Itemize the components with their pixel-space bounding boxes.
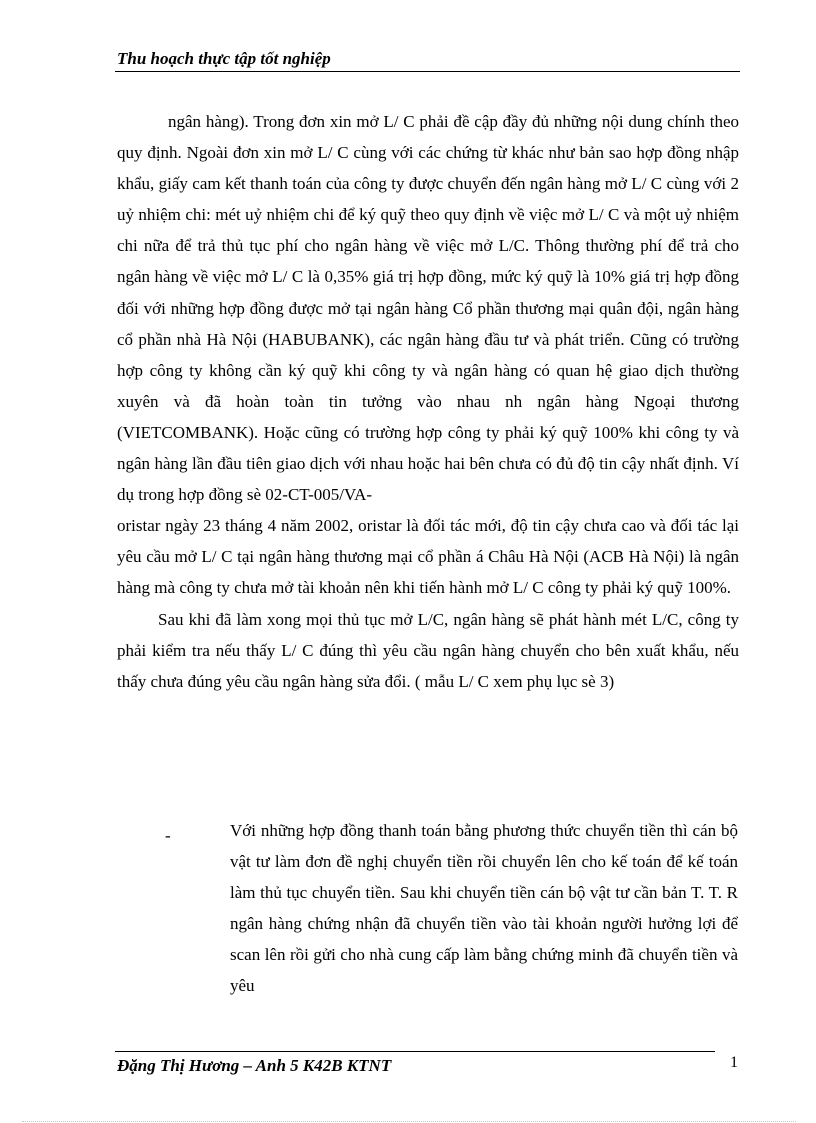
paragraph: ngân hàng). Trong đơn xin mở L/ C phải đề cập đầy đủ những nội dung chính theo quy định. Ngoài đơn xin mở L/ C cùng với các chứng từ khác như bản sao hợp đồng nhập khẩu, giấy cam kết thanh toán của công ty được chuyển đến ngân hàng mở L/ C cùng với 2 uỷ nhiệm chi: mét uỷ nhiệm chi để ký quỹ theo quy định về việc mở L/ C và một uỷ nhiệm chi nữa để trả thủ tục phí cho ngân hàng về việc mở L/C. Thông thường phí để trả cho ngân hàng về việc mở L/ C là 0,35% giá trị hợp đồng, mức ký quỹ là 10% giá trị hợp đồng đối với những hợp đồng được mở tại ngân hàng Cổ phần thương mại quân đội, ngân hàng cổ phần nhà Hà Nội (HABUBANK), các ngân hàng đầu tư và phát triển. Cũng có trường hợp công ty không cần ký quỹ khi công ty và ngân hàng có quan hệ giao dịch thường xuyên và đã hoàn toàn tin tưởng vào nhau nh ngân hàng Ngoại thương (VIETCOMBANK). Hoặc cũng có trường hợp công ty phải ký quỹ 100% khi công ty và ngân hàng lần đầu tiên giao dịch với nhau hoặc hai bên chưa có đủ độ tin cậy nhất định. Ví dụ trong hợp đồng sè 02-CT-005/VA- bbox=[117, 112, 739, 505]
paragraph: Sau khi đã làm xong mọi thủ tục mở L/C, ngân hàng sẽ phát hành mét L/C, công ty phải kiểm tra nếu thấy L/ C đúng thì yêu cầu ngân hàng chuyển cho bên xuất khẩu, nếu thấy chưa đúng yêu cầu ngân hàng sửa đổi. ( mẫu L/ C xem phụ lục sè 3) bbox=[117, 609, 739, 691]
page-number: 1 bbox=[730, 1054, 738, 1071]
footer-author: Đặng Thị Hương – Anh 5 K42B KTNT bbox=[117, 1056, 392, 1075]
bullet-paragraph: Với những hợp đồng thanh toán bằng phương thức chuyển tiền thì cán bộ vật tư làm đơn đề nghị chuyển tiền rồi chuyển lên cho kế toán để kế toán làm thủ tục chuyển tiền. Sau khi chuyển tiền cán bộ vật tư cần bản T. T. R ngân hàng chứng nhận đã chuyển tiền vào tài khoản người hưởng lợi để scan lên rồi gửi cho nhà cung cấp làm bằng chứng minh đã chuyển tiền và yêu bbox=[230, 821, 738, 996]
main-text bbox=[117, 106, 739, 697]
page-header-title: Thu hoạch thực tập tốt nghiệp bbox=[117, 49, 331, 68]
header-divider bbox=[115, 71, 740, 72]
paragraph: oristar ngày 23 tháng 4 năm 2002, oristar là đối tác mới, độ tin cậy chưa cao và đối tác lại yêu cầu mở L/ C tại ngân hàng thương mại cổ phần á Châu Hà Nội (ACB Hà Nội) là ngân hàng mà công ty chưa mở tài khoản nên khi tiến hành mở L/ C công ty phải ký quỹ 100%. bbox=[117, 516, 739, 598]
footer-divider bbox=[115, 1051, 715, 1052]
bullet-marker: - bbox=[165, 826, 171, 845]
page-bottom-edge bbox=[22, 1121, 796, 1122]
